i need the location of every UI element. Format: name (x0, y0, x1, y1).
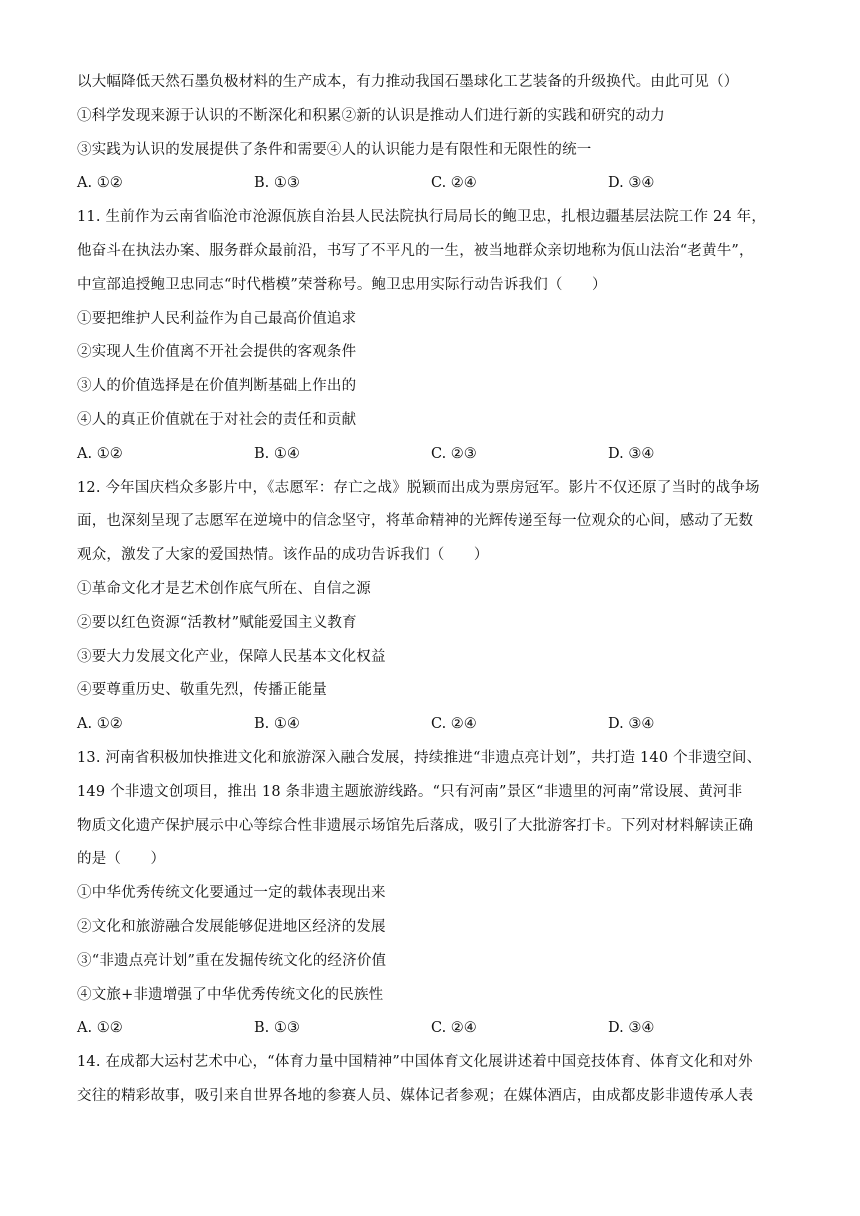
answer-options (77, 708, 787, 742)
question-14 (77, 1046, 787, 1114)
question-stem-line: 他奋斗在执法办案、服务群众最前沿，书写了不平凡的一生，被当地群众亲切地称为佤山法治“老黄牛”， (77, 242, 754, 259)
option-a: A. ①② (77, 445, 123, 462)
statement-line: ①要把维护人民利益作为自己最高价值追求 (77, 310, 357, 327)
question-stem-line: 观众，激发了大家的爱国热情。该作品的成功告诉我们（ ） (77, 547, 489, 564)
option-c: C. ②③ (431, 445, 477, 462)
statement-line: ②文化和旅游融合发展能够促进地区经济的发展 (77, 918, 386, 935)
statement-line: ④要尊重历史、敬重先烈，传播正能量 (77, 682, 327, 699)
exam-page (77, 66, 787, 1114)
option-a: A. ①② (77, 716, 123, 733)
statement-line: ④文旅+非遗增强了中华优秀传统文化的民族性 (77, 986, 384, 1003)
answer-options (77, 167, 787, 201)
question-11 (77, 201, 787, 471)
option-b: B. ①④ (254, 445, 300, 462)
question-10-stem: 以大幅降低天然石墨负极材料的生产成本，有力推动我国石墨球化工艺装备的升级换代。由此可见（） (77, 74, 739, 90)
question-stem-line: 的是（ ） (77, 851, 166, 868)
question-stem-line: 11. 生前作为云南省临沧市沧源佤族自治县人民法院执行局局长的鲍卫忠，扎根边疆基层法院工作 24 年， (77, 209, 767, 226)
question-stem-line: 12. 今年国庆档众多影片中，《志愿军：存亡之战》脱颖而出成为票房冠军。影片不仅还原了当时的战争场 (77, 479, 760, 496)
question-stem-line: 13. 河南省积极加快推进文化和旅游深入融合发展，持续推进“非遗点亮计划”，共打造 140 个非遗空间、 (77, 749, 762, 766)
option-d: D. ③④ (608, 175, 655, 192)
question-12 (77, 472, 787, 742)
statement-line: ①科学发现来源于认识的不断深化和积累②新的认识是推动人们进行新的实践和研究的动力 (77, 107, 665, 124)
question-stem-line: 14. 在成都大运村艺术中心，“体育力量中国精神”中国体育文化展讲述着中国竞技体育、体育文化和对外 (77, 1054, 753, 1071)
option-d: D. ③④ (608, 1020, 655, 1037)
statement-line: ①中华优秀传统文化要通过一定的载体表现出来 (77, 885, 386, 902)
answer-options (77, 1012, 787, 1046)
option-c: C. ②④ (431, 1020, 477, 1037)
answer-options (77, 438, 787, 472)
option-a: A. ①② (77, 175, 123, 192)
option-b: B. ①④ (254, 716, 300, 733)
option-d: D. ③④ (608, 716, 655, 733)
option-d: D. ③④ (608, 445, 655, 462)
statement-line: ②实现人生价值离不开社会提供的客观条件 (77, 344, 357, 361)
statement-line: ③实践为认识的发展提供了条件和需要④人的认识能力是有限性和无限性的统一 (77, 141, 592, 158)
option-a: A. ①② (77, 1020, 123, 1037)
statement-line: ③要大力发展文化产业，保障人民基本文化权益 (77, 648, 386, 665)
question-stem-line: 面，也深刻呈现了志愿军在逆境中的信念坚守，将革命精神的光辉传递至每一位观众的心间，感动了无数 (77, 513, 754, 530)
option-c: C. ②④ (431, 175, 477, 192)
statement-line: ③“非遗点亮计划”重在发掘传统文化的经济价值 (77, 952, 387, 969)
question-10 (77, 66, 787, 201)
question-13 (77, 742, 787, 1046)
option-c: C. ②④ (431, 716, 477, 733)
option-b: B. ①③ (254, 1020, 300, 1037)
question-stem-line: 中宣部追授鲍卫忠同志“时代楷模”荣誉称号。鲍卫忠用实际行动告诉我们（ ） (77, 276, 607, 293)
statement-line: ④人的真正价值就在于对社会的责任和贡献 (77, 411, 357, 428)
option-b: B. ①③ (254, 175, 300, 192)
question-stem-line: 149 个非遗文创项目，推出 18 条非遗主题旅游线路。“只有河南”景区“非遗里的河南”常设展、黄河非 (77, 783, 743, 800)
statement-line: ③人的价值选择是在价值判断基础上作出的 (77, 378, 357, 395)
statement-line: ②要以红色资源“活教材”赋能爱国主义教育 (77, 614, 357, 631)
question-stem-line: 交往的精彩故事，吸引来自世界各地的参赛人员、媒体记者参观；在媒体酒店，由成都皮影非遗传承人表 (77, 1087, 754, 1104)
question-stem-line: 物质文化遗产保护展示中心等综合性非遗展示场馆先后落成，吸引了大批游客打卡。下列对材料解读正确 (77, 817, 754, 834)
statement-line: ①革命文化才是艺术创作底气所在、自信之源 (77, 580, 371, 597)
